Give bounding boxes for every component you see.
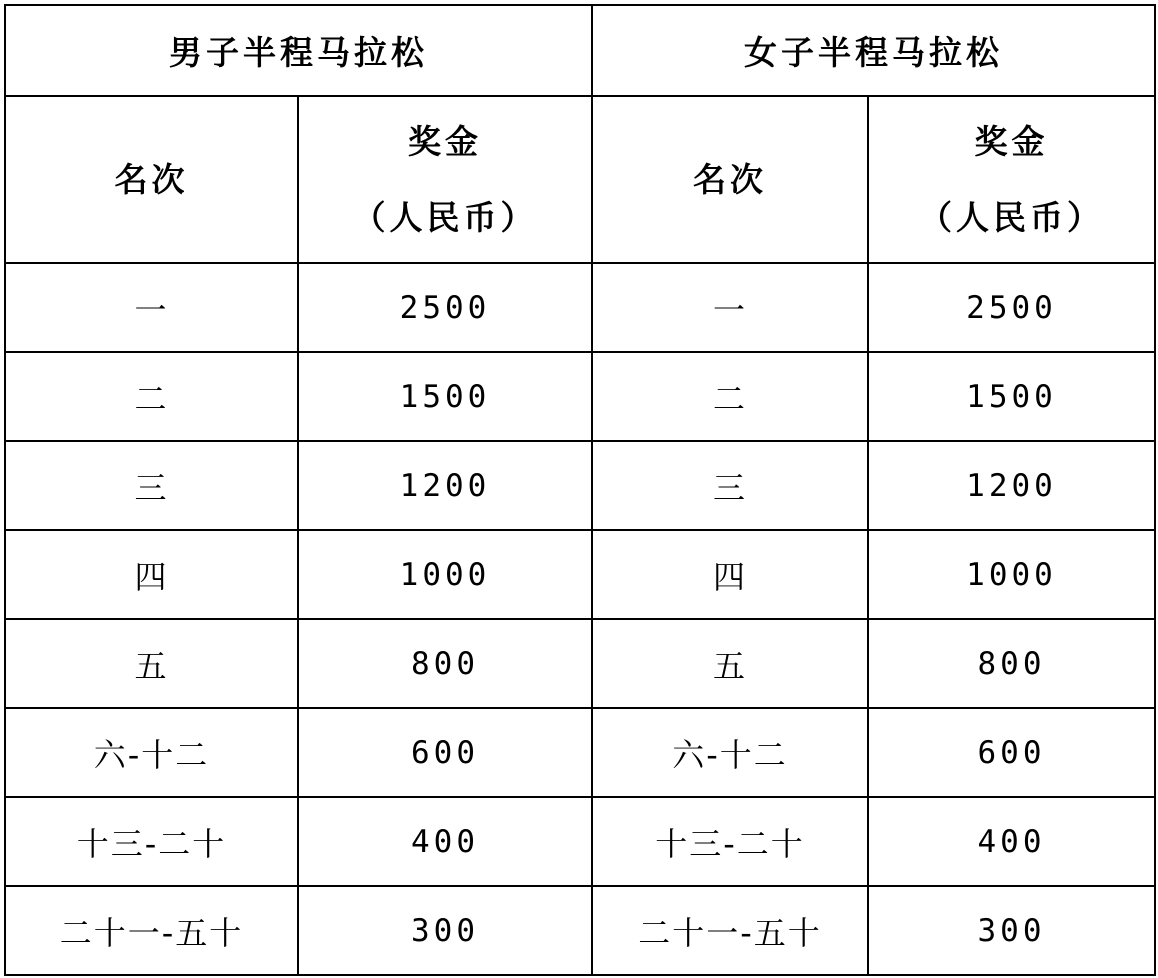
men-rank: 十三-二十: [76, 824, 227, 863]
men-rank-cell: [5, 619, 298, 708]
men-rank: 五: [134, 646, 169, 685]
women-group-cell: [592, 5, 1155, 96]
women-prize-header: [868, 96, 1155, 263]
women-rank-cell: [592, 530, 868, 619]
men-prize-cell: [298, 441, 592, 530]
men-prize: 2500: [399, 289, 491, 326]
women-prize: 1200: [966, 467, 1057, 504]
women-prize: 600: [977, 734, 1046, 771]
men-rank: 四: [134, 557, 169, 596]
women-rank: 六-十二: [672, 735, 788, 774]
women-prize: 800: [977, 645, 1046, 682]
women-prize-cell: [868, 352, 1155, 441]
women-rank-header-text: 名次: [693, 159, 767, 199]
women-prize: 1000: [966, 556, 1057, 593]
men-prize: 1500: [399, 378, 491, 415]
women-prize-cell: [868, 619, 1155, 708]
men-prize-cell: [298, 530, 592, 619]
women-rank-cell: [592, 708, 868, 797]
table-row: [5, 352, 1155, 441]
men-rank: 三: [134, 468, 169, 507]
women-rank: 一: [712, 290, 747, 329]
women-prize: 400: [977, 823, 1046, 860]
table-row: [5, 886, 1155, 975]
table-row: [5, 263, 1155, 352]
men-prize: 400: [411, 823, 479, 860]
women-rank-cell: [592, 441, 868, 530]
women-group-title: 女子半程马拉松: [744, 33, 1003, 72]
women-prize: 1500: [966, 378, 1057, 415]
men-prize: 600: [411, 734, 479, 771]
women-rank: 十三-二十: [655, 824, 805, 863]
men-rank-header: [5, 96, 298, 263]
women-rank: 五: [712, 646, 747, 685]
prize-table-body: [5, 5, 1155, 975]
women-rank-cell: [592, 263, 868, 352]
men-prize-cell: [298, 708, 592, 797]
men-prize-header-line2: （人民币）: [352, 197, 538, 237]
men-rank-cell: [5, 708, 298, 797]
women-rank: 二: [712, 379, 747, 418]
men-group-cell: [5, 5, 592, 96]
men-prize-cell: [298, 619, 592, 708]
men-prize: 800: [411, 645, 479, 682]
women-prize-cell: [868, 797, 1155, 886]
men-rank: 六-十二: [93, 735, 210, 774]
men-prize-header: [298, 96, 592, 263]
women-prize-cell: [868, 886, 1155, 975]
table-row: [5, 530, 1155, 619]
women-prize-cell: [868, 708, 1155, 797]
men-rank: 二十一-五十: [59, 913, 244, 952]
women-rank: 二十一-五十: [638, 913, 822, 952]
women-rank: 三: [712, 468, 747, 507]
men-rank-cell: [5, 263, 298, 352]
men-rank-header-text: 名次: [114, 159, 189, 199]
women-rank-cell: [592, 797, 868, 886]
men-rank-cell: [5, 797, 298, 886]
women-rank-cell: [592, 352, 868, 441]
women-prize-header-line2: （人民币）: [919, 197, 1104, 237]
prize-table: [4, 4, 1156, 976]
column-header-row: [5, 96, 1155, 263]
women-prize-header-line1: 奖金: [974, 121, 1049, 161]
women-prize-cell: [868, 263, 1155, 352]
men-rank: 一: [134, 290, 169, 329]
table-row: [5, 797, 1155, 886]
group-header-row: [5, 5, 1155, 96]
women-prize-cell: [868, 530, 1155, 619]
men-rank-cell: [5, 886, 298, 975]
men-prize-cell: [298, 263, 592, 352]
men-rank-cell: [5, 352, 298, 441]
table-row: [5, 708, 1155, 797]
women-prize: 2500: [966, 289, 1057, 326]
women-rank-header: [592, 96, 868, 263]
men-prize-cell: [298, 886, 592, 975]
men-prize: 1000: [399, 556, 491, 593]
men-group-title: 男子半程马拉松: [169, 33, 428, 72]
women-rank: 四: [712, 557, 747, 596]
women-prize: 300: [977, 912, 1046, 949]
table-row: [5, 619, 1155, 708]
women-rank-cell: [592, 619, 868, 708]
women-rank-cell: [592, 886, 868, 975]
men-rank-cell: [5, 441, 298, 530]
men-rank: 二: [134, 379, 169, 418]
men-prize-cell: [298, 797, 592, 886]
table-row: [5, 441, 1155, 530]
men-prize: 300: [411, 912, 479, 949]
men-rank-cell: [5, 530, 298, 619]
women-prize-cell: [868, 441, 1155, 530]
men-prize-cell: [298, 352, 592, 441]
men-prize: 1200: [399, 467, 491, 504]
men-prize-header-line1: 奖金: [408, 121, 482, 161]
